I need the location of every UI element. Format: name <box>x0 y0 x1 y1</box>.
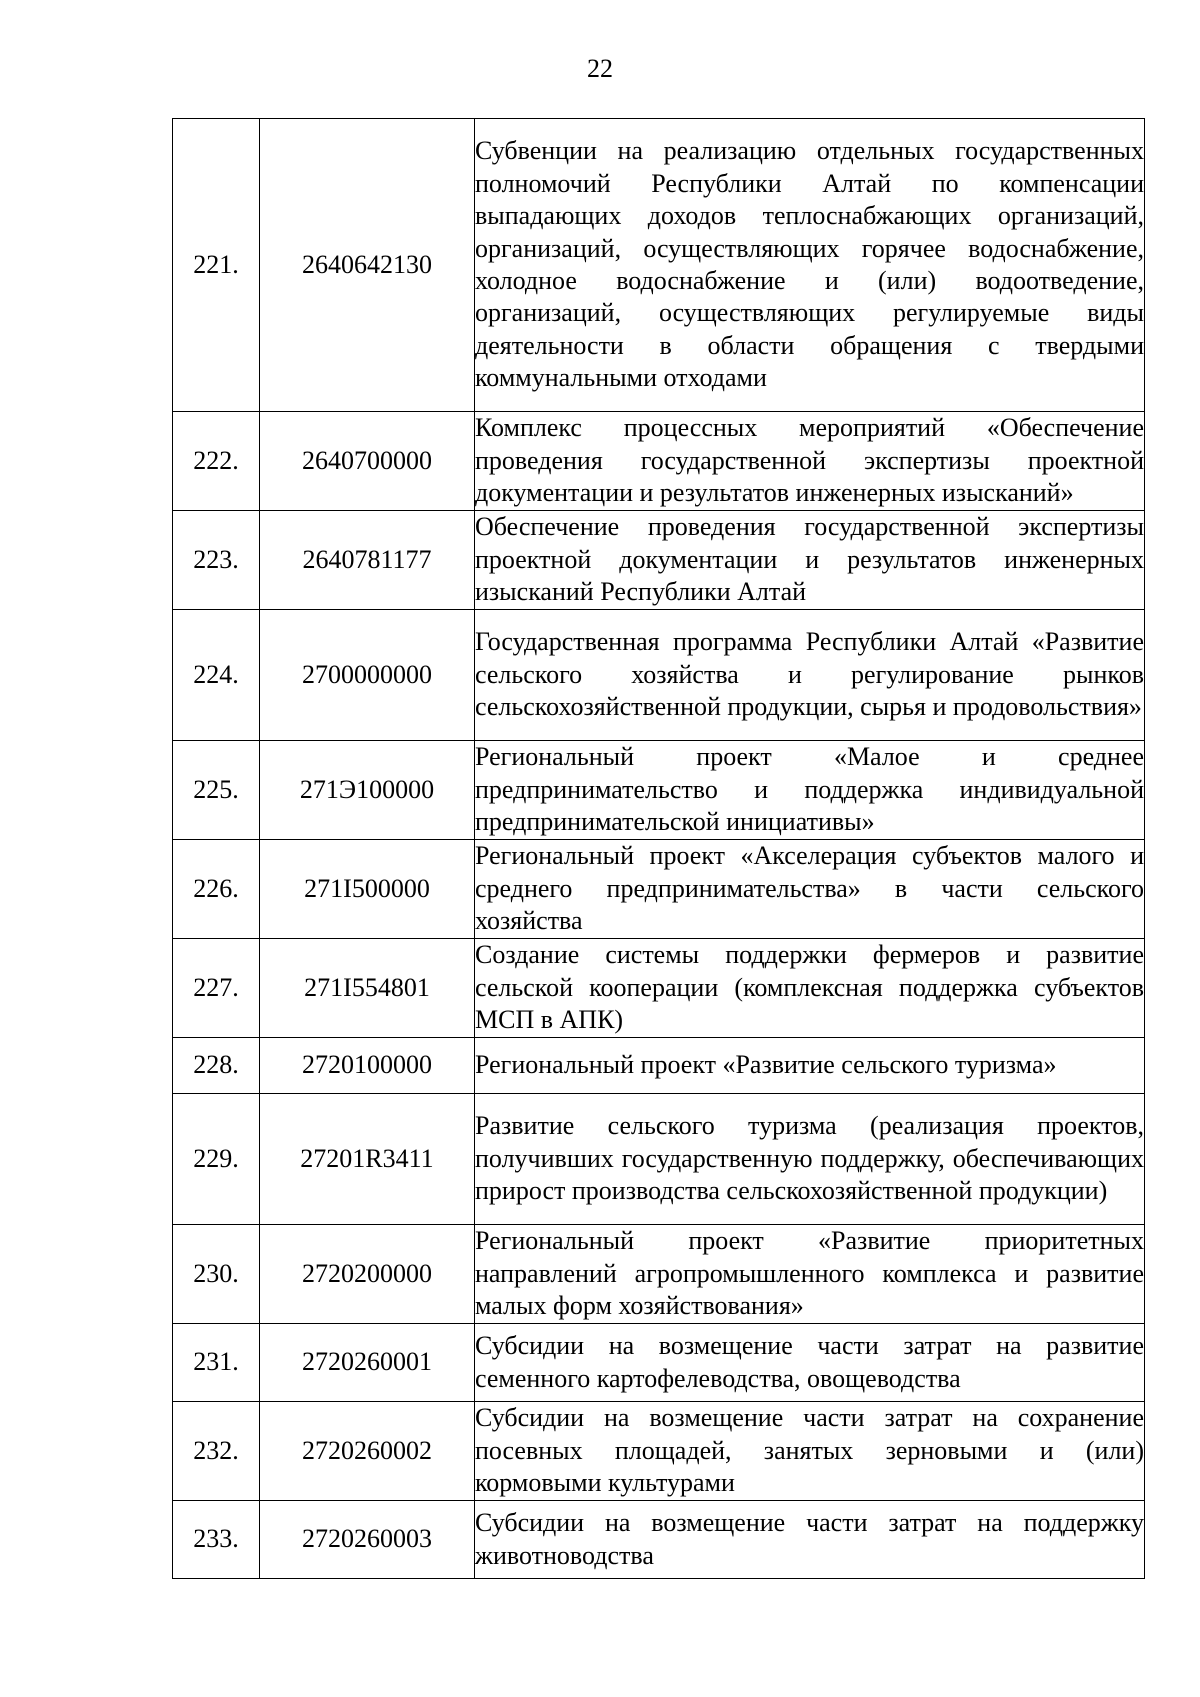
row-number: 229. <box>173 1094 260 1225</box>
row-description: Региональный проект «Развитие приоритетных направлений агропромышленного комплекса и развитие малых форм хозяйствования» <box>475 1225 1145 1324</box>
row-description: Субвенции на реализацию отдельных государственных полномочий Республики Алтай по компенсации выпадающих доходов теплоснабжающих организаций, организаций, осуществляющих горячее водоснабжение, холодное водоснабжение и (или) водоотведение, организаций, осуществляющих регулируемые виды деятельности в области обращения с твердыми коммунальными отходами <box>475 119 1145 412</box>
row-code: 2720260003 <box>260 1501 475 1579</box>
row-description: Субсидии на возмещение части затрат на поддержку животноводства <box>475 1501 1145 1579</box>
row-code: 27201R3411 <box>260 1094 475 1225</box>
row-code: 271I500000 <box>260 840 475 939</box>
row-code: 2640642130 <box>260 119 475 412</box>
table-row <box>173 119 1145 412</box>
row-description: Развитие сельского туризма (реализация проектов, получивших государственную поддержку, обеспечивающих прирост производства сельскохозяйственной продукции) <box>475 1094 1145 1225</box>
row-number: 232. <box>173 1402 260 1501</box>
row-description: Комплекс процессных мероприятий «Обеспечение проведения государственной экспертизы проектной документации и результатов инженерных изысканий» <box>475 412 1145 511</box>
row-number: 227. <box>173 939 260 1038</box>
row-number: 222. <box>173 412 260 511</box>
row-code: 2700000000 <box>260 610 475 741</box>
budget-codes-table <box>172 118 1145 1579</box>
row-number: 221. <box>173 119 260 412</box>
page-number: 22 <box>587 54 613 83</box>
row-code: 271I554801 <box>260 939 475 1038</box>
row-description: Создание системы поддержки фермеров и развитие сельской кооперации (комплексная поддержка субъектов МСП в АПК) <box>475 939 1145 1038</box>
row-code: 2720260002 <box>260 1402 475 1501</box>
table-row <box>173 610 1145 741</box>
row-code: 2720100000 <box>260 1038 475 1094</box>
row-number: 231. <box>173 1324 260 1402</box>
row-description: Субсидии на возмещение части затрат на развитие семенного картофелеводства, овощеводства <box>475 1324 1145 1402</box>
row-number: 225. <box>173 741 260 840</box>
row-description: Региональный проект «Акселерация субъектов малого и среднего предпринимательства» в части сельского хозяйства <box>475 840 1145 939</box>
row-code: 2720260001 <box>260 1324 475 1402</box>
table-row <box>173 511 1145 610</box>
row-code: 2640781177 <box>260 511 475 610</box>
table-row <box>173 939 1145 1038</box>
table-row <box>173 1501 1145 1579</box>
row-description: Обеспечение проведения государственной экспертизы проектной документации и результатов инженерных изысканий Республики Алтай <box>475 511 1145 610</box>
row-number: 228. <box>173 1038 260 1094</box>
table-row <box>173 1324 1145 1402</box>
row-code: 271Э100000 <box>260 741 475 840</box>
row-number: 224. <box>173 610 260 741</box>
row-description: Субсидии на возмещение части затрат на сохранение посевных площадей, занятых зерновыми и (или) кормовыми культурами <box>475 1402 1145 1501</box>
table-row <box>173 1038 1145 1094</box>
table-row <box>173 1225 1145 1324</box>
row-number: 233. <box>173 1501 260 1579</box>
table-row <box>173 1094 1145 1225</box>
row-number: 230. <box>173 1225 260 1324</box>
table-row <box>173 741 1145 840</box>
row-description: Региональный проект «Развитие сельского туризма» <box>475 1038 1145 1094</box>
row-description: Региональный проект «Малое и среднее предпринимательство и поддержка индивидуальной предпринимательской инициативы» <box>475 741 1145 840</box>
table-row <box>173 1402 1145 1501</box>
row-description: Государственная программа Республики Алтай «Развитие сельского хозяйства и регулирование рынков сельскохозяйственной продукции, сырья и продовольствия» <box>475 610 1145 741</box>
row-code: 2640700000 <box>260 412 475 511</box>
table-body <box>173 119 1145 1579</box>
row-number: 226. <box>173 840 260 939</box>
table-row <box>173 840 1145 939</box>
row-number: 223. <box>173 511 260 610</box>
row-code: 2720200000 <box>260 1225 475 1324</box>
table-row <box>173 412 1145 511</box>
